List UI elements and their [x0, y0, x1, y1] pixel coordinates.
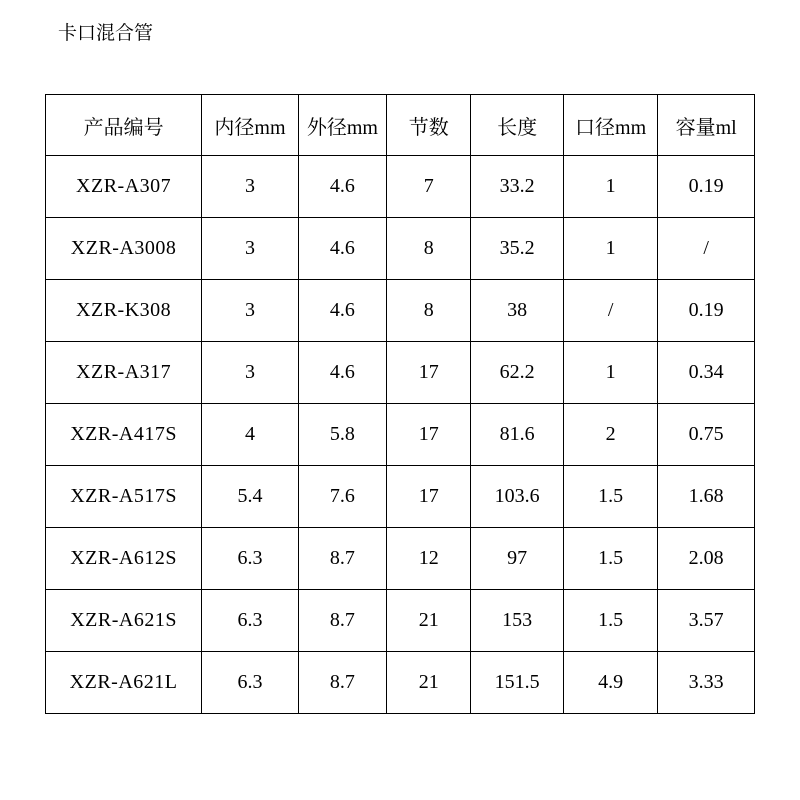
cell-segments: 8 [387, 280, 471, 342]
cell-segments: 21 [387, 590, 471, 652]
cell-capacity: / [658, 218, 755, 280]
cell-product-code: XZR-A307 [46, 156, 202, 218]
table-body [46, 95, 755, 714]
cell-outer-diameter: 4.6 [298, 280, 386, 342]
cell-segments: 7 [387, 156, 471, 218]
cell-length: 35.2 [471, 218, 563, 280]
cell-inner-diameter: 4 [202, 404, 299, 466]
cell-inner-diameter: 3 [202, 218, 299, 280]
cell-product-code: XZR-A317 [46, 342, 202, 404]
table-row [46, 342, 755, 404]
cell-bore-diameter: 1 [563, 218, 658, 280]
cell-product-code: XZR-A417S [46, 404, 202, 466]
cell-bore-diameter: / [563, 280, 658, 342]
cell-length: 38 [471, 280, 563, 342]
cell-outer-diameter: 8.7 [298, 528, 386, 590]
cell-capacity: 3.33 [658, 652, 755, 714]
table-row [46, 528, 755, 590]
column-header-segments: 节数 [387, 95, 471, 156]
cell-length: 81.6 [471, 404, 563, 466]
cell-capacity: 2.08 [658, 528, 755, 590]
cell-product-code: XZR-A3008 [46, 218, 202, 280]
cell-capacity: 0.75 [658, 404, 755, 466]
cell-outer-diameter: 7.6 [298, 466, 386, 528]
cell-length: 151.5 [471, 652, 563, 714]
cell-inner-diameter: 5.4 [202, 466, 299, 528]
cell-capacity: 3.57 [658, 590, 755, 652]
cell-bore-diameter: 1.5 [563, 590, 658, 652]
cell-inner-diameter: 6.3 [202, 528, 299, 590]
table-row [46, 156, 755, 218]
cell-length: 97 [471, 528, 563, 590]
column-header-product-code: 产品编号 [46, 95, 202, 156]
table-header-row [46, 95, 755, 156]
cell-inner-diameter: 3 [202, 280, 299, 342]
cell-product-code: XZR-A612S [46, 528, 202, 590]
cell-product-code: XZR-A621S [46, 590, 202, 652]
cell-bore-diameter: 1 [563, 342, 658, 404]
column-header-capacity: 容量ml [658, 95, 755, 156]
cell-length: 103.6 [471, 466, 563, 528]
cell-capacity: 0.19 [658, 156, 755, 218]
cell-inner-diameter: 6.3 [202, 590, 299, 652]
cell-segments: 17 [387, 466, 471, 528]
specification-table [45, 94, 755, 714]
cell-outer-diameter: 5.8 [298, 404, 386, 466]
specification-table-container [45, 94, 755, 714]
cell-length: 33.2 [471, 156, 563, 218]
column-header-bore-diameter: 口径mm [563, 95, 658, 156]
table-row [46, 652, 755, 714]
cell-bore-diameter: 1.5 [563, 528, 658, 590]
table-row [46, 466, 755, 528]
page-title: 卡口混合管 [58, 23, 154, 44]
cell-segments: 17 [387, 342, 471, 404]
cell-inner-diameter: 3 [202, 156, 299, 218]
cell-outer-diameter: 4.6 [298, 218, 386, 280]
cell-product-code: XZR-A517S [46, 466, 202, 528]
cell-outer-diameter: 8.7 [298, 590, 386, 652]
column-header-inner-diameter: 内径mm [202, 95, 299, 156]
cell-capacity: 0.19 [658, 280, 755, 342]
cell-segments: 17 [387, 404, 471, 466]
cell-bore-diameter: 4.9 [563, 652, 658, 714]
cell-outer-diameter: 8.7 [298, 652, 386, 714]
cell-length: 153 [471, 590, 563, 652]
cell-inner-diameter: 6.3 [202, 652, 299, 714]
cell-bore-diameter: 1 [563, 156, 658, 218]
cell-capacity: 1.68 [658, 466, 755, 528]
table-row [46, 590, 755, 652]
cell-segments: 21 [387, 652, 471, 714]
cell-bore-diameter: 2 [563, 404, 658, 466]
cell-segments: 8 [387, 218, 471, 280]
cell-length: 62.2 [471, 342, 563, 404]
cell-bore-diameter: 1.5 [563, 466, 658, 528]
cell-outer-diameter: 4.6 [298, 342, 386, 404]
column-header-length: 长度 [471, 95, 563, 156]
cell-inner-diameter: 3 [202, 342, 299, 404]
table-row [46, 218, 755, 280]
cell-segments: 12 [387, 528, 471, 590]
table-row [46, 280, 755, 342]
cell-outer-diameter: 4.6 [298, 156, 386, 218]
cell-product-code: XZR-K308 [46, 280, 202, 342]
column-header-outer-diameter: 外径mm [298, 95, 386, 156]
table-row [46, 404, 755, 466]
cell-product-code: XZR-A621L [46, 652, 202, 714]
cell-capacity: 0.34 [658, 342, 755, 404]
